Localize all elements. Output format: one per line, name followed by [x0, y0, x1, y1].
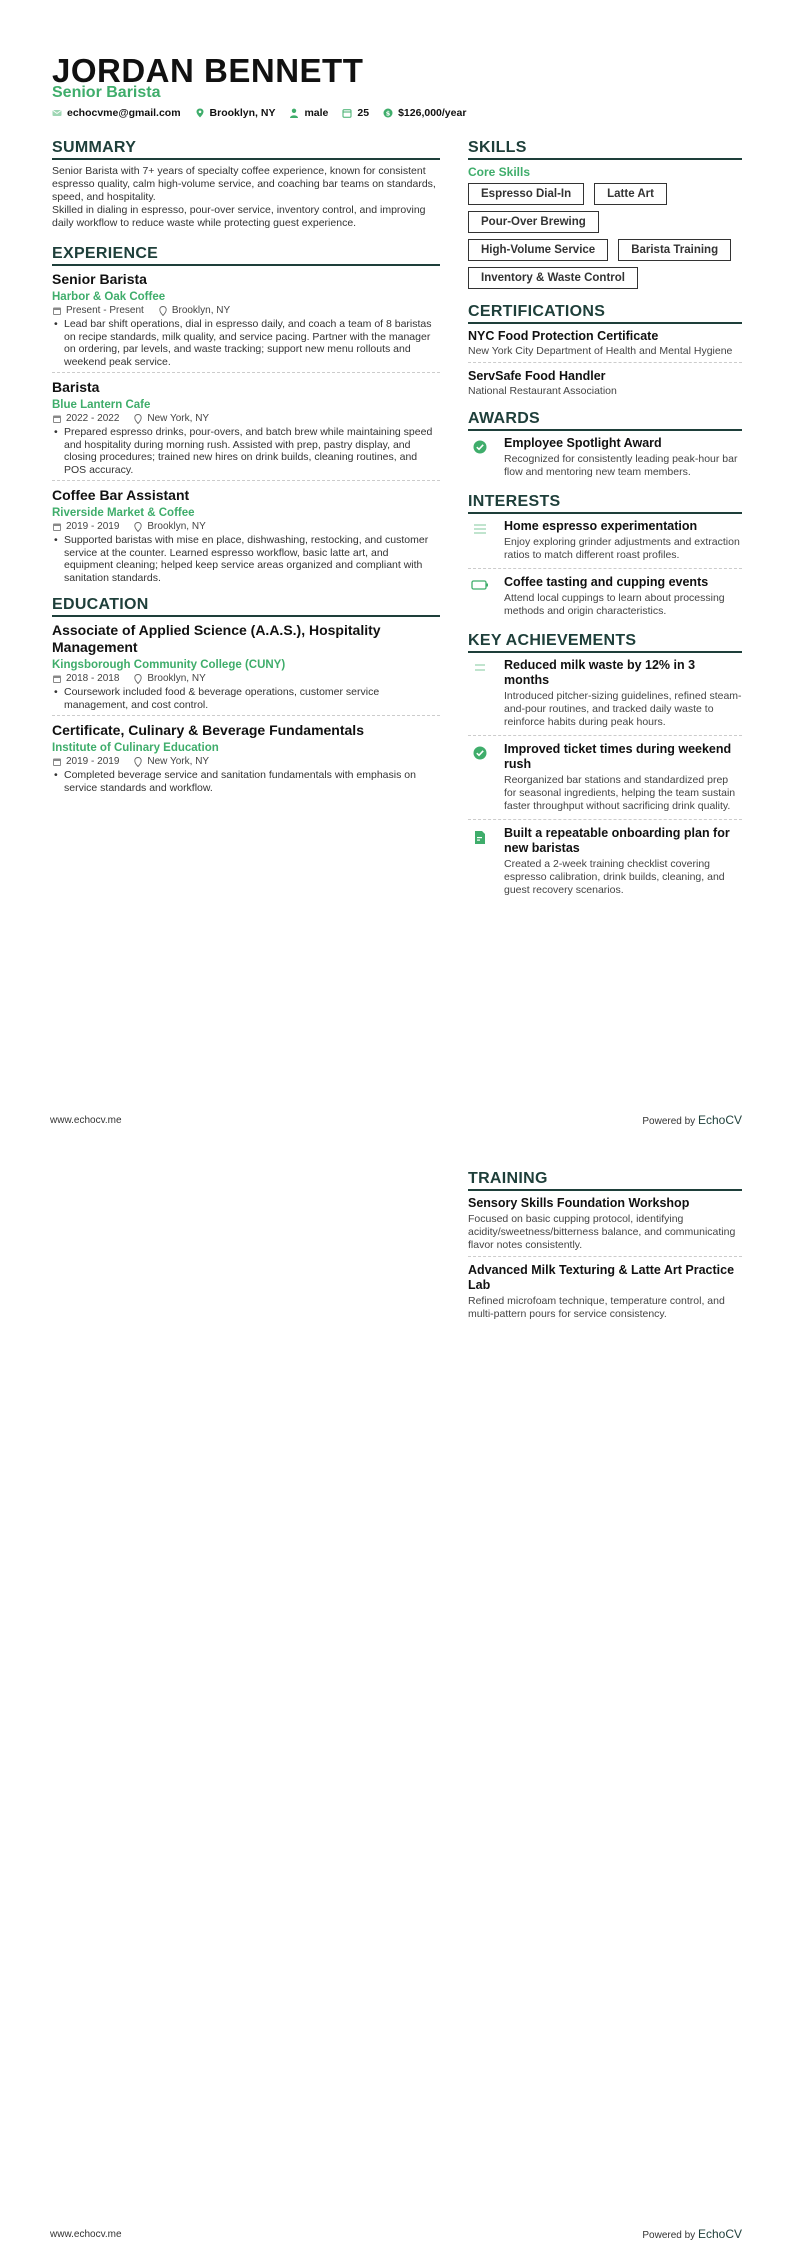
training-description: Focused on basic cupping protocol, identifying acidity/sweetness/bitterness balance, and communicating flavor notes consistently. [468, 1213, 736, 1251]
calendar-icon [342, 108, 352, 118]
footer-website[interactable]: www.echocv.me [50, 2229, 122, 2240]
left-column [52, 139, 440, 804]
document-icon [474, 830, 486, 845]
training-description: Refined microfoam technique, temperature control, and multi-pattern pours for service consistency. [468, 1295, 725, 1320]
experience-section [52, 245, 440, 588]
certifications-section [468, 303, 742, 402]
interest-entry [468, 575, 742, 624]
right-column [468, 1170, 742, 1331]
award-entry [468, 436, 742, 485]
job-location: Brooklyn, NY [147, 521, 206, 532]
interest-name: Coffee tasting and cupping events [504, 575, 709, 589]
interest-description: Attend local cuppings to learn about processing methods and origin characteristics. [504, 592, 725, 617]
achievement-name: Reduced milk waste by 12% in 3 months [504, 658, 696, 687]
location-pin-icon [133, 757, 143, 767]
education-meta [52, 673, 440, 684]
skill-tag: Barista Training [618, 239, 731, 261]
svg-text:$: $ [385, 109, 391, 118]
job-bullet: • Lead bar shift operations, dial in espresso daily, and coach a team of 8 baristas on recipe standards, milk quality, and service pacing. Partner with the manager on ordering, par levels, and waste tracking; support new menu rollouts and weekend peak service. [52, 318, 440, 368]
job-dates: 2022 - 2022 [66, 413, 120, 424]
interest-name: Home espresso experimentation [504, 519, 698, 533]
skill-tags [468, 183, 742, 289]
achievement-entry [468, 658, 742, 736]
certification-name: NYC Food Protection Certificate [468, 329, 659, 343]
skill-tag: Inventory & Waste Control [468, 267, 638, 289]
location-pin-icon [133, 522, 143, 532]
candidate-title: Senior Barista [52, 84, 161, 101]
education-entry [52, 722, 440, 798]
job-meta [52, 305, 440, 316]
interest-entry [468, 519, 742, 569]
achievement-entry [468, 826, 742, 903]
training-entry [468, 1263, 742, 1325]
location-pin-icon [133, 414, 143, 424]
job-title: Barista [52, 379, 100, 395]
contact-location [195, 107, 276, 119]
contact-bar [52, 107, 466, 119]
interests-heading: INTERESTS [468, 493, 742, 514]
menu-lines-icon [473, 523, 487, 535]
education-location: Brooklyn, NY [147, 673, 206, 684]
summary-paragraph: Skilled in dialing in espresso, pour-over service, inventory control, and improving daily workflow to reduce waste while protecting guest experience. [52, 204, 426, 229]
achievement-description: Reorganized bar stations and standardized prep for seasonal ingredients, helping the team sustain faster throughput without sacrificing drink quality. [504, 774, 736, 812]
summary-paragraph: Senior Barista with 7+ years of specialty coffee experience, known for consistent espresso quality, calm high-volume service, and coaching bar teams on standards, speed, and hospitality. [52, 165, 436, 203]
certification-name: ServSafe Food Handler [468, 369, 606, 383]
contact-location-text: Brooklyn, NY [209, 107, 276, 119]
employer: Blue Lantern Cafe [52, 399, 151, 411]
check-circle-icon [473, 746, 487, 760]
calendar-icon [52, 306, 62, 316]
award-name: Employee Spotlight Award [504, 436, 662, 450]
training-entry [468, 1196, 742, 1257]
education-bullet: • Coursework included food & beverage operations, customer service management, and cost control. [52, 686, 440, 711]
training-name: Advanced Milk Texturing & Latte Art Practice Lab [468, 1263, 735, 1292]
achievement-name: Improved ticket times during weekend rush [504, 742, 732, 771]
brand-name: EchoCV [697, 2227, 742, 2241]
contact-salary-text: $126,000/year [398, 107, 467, 119]
skills-subheading: Core Skills [468, 165, 531, 179]
skill-tag: Espresso Dial-In [468, 183, 584, 205]
calendar-icon [52, 414, 62, 424]
achievement-description: Created a 2-week training checklist covering espresso calibration, drink builds, cleaning, and guest recovery scenarios. [504, 858, 725, 896]
education-entry [52, 622, 440, 716]
contact-gender [289, 107, 328, 119]
school: Institute of Culinary Education [52, 742, 219, 754]
summary-heading: SUMMARY [52, 139, 440, 160]
certification-entry [468, 369, 742, 402]
contact-salary [383, 107, 466, 119]
battery-icon [471, 579, 489, 591]
employer: Harbor & Oak Coffee [52, 291, 166, 303]
education-meta [52, 756, 440, 767]
award-description: Recognized for consistently leading peak-hour bar flow and mentoring new team members. [504, 453, 738, 478]
candidate-name: JORDAN BENNETT [52, 52, 364, 89]
experience-entry [52, 379, 440, 481]
resume-page-2 [0, 1123, 794, 2246]
footer-powered-by [642, 2227, 742, 2241]
education-bullet: • Completed beverage service and sanitation fundamentals with emphasis on service standards and workflow. [52, 769, 440, 794]
skills-heading: SKILLS [468, 139, 742, 160]
achievement-name: Built a repeatable onboarding plan for new baristas [504, 826, 730, 855]
contact-gender-text: male [304, 107, 329, 119]
footer-website[interactable]: www.echocv.me [50, 1115, 122, 1126]
job-location: New York, NY [147, 413, 210, 424]
certifications-heading: CERTIFICATIONS [468, 303, 742, 324]
job-bullet: • Supported baristas with mise en place, dishwashing, restocking, and customer service at the counter. Learned espresso workflow, basic latte art, and equipment cleaning; helped keep service areas organized and compliant with sanitation standards. [52, 534, 440, 584]
awards-section [468, 410, 742, 485]
skill-tag: Latte Art [594, 183, 667, 205]
money-icon [383, 108, 393, 118]
job-meta [52, 413, 440, 424]
achievements-section [468, 632, 742, 903]
training-name: Sensory Skills Foundation Workshop [468, 1196, 690, 1210]
job-title: Senior Barista [52, 271, 147, 287]
certification-issuer: New York City Department of Health and Mental Hygiene [468, 345, 733, 357]
calendar-icon [52, 522, 62, 532]
degree: Certificate, Culinary & Beverage Fundamentals [52, 722, 364, 738]
contact-email[interactable] [52, 107, 181, 119]
job-location: Brooklyn, NY [171, 305, 231, 316]
skills-section [468, 139, 742, 289]
education-dates: 2019 - 2019 [66, 756, 120, 767]
calendar-icon [52, 757, 62, 767]
job-dates: Present - Present [66, 305, 144, 316]
email-icon [52, 108, 62, 118]
contact-age [342, 107, 369, 119]
achievement-entry [468, 742, 742, 820]
contact-age-text: 25 [357, 107, 370, 119]
interests-section [468, 493, 742, 624]
powered-by-label: Powered by [642, 1116, 696, 1127]
job-dates: 2019 - 2019 [66, 521, 120, 532]
experience-entry [52, 271, 440, 373]
location-pin-icon [195, 108, 205, 118]
location-pin-icon [158, 306, 168, 316]
job-title: Coffee Bar Assistant [52, 487, 190, 503]
right-column [468, 139, 742, 909]
location-pin-icon [133, 674, 143, 684]
check-circle-icon [473, 440, 487, 454]
employer: Riverside Market & Coffee [52, 507, 195, 519]
certification-entry [468, 329, 742, 363]
skill-tag: Pour-Over Brewing [468, 211, 599, 233]
education-location: New York, NY [147, 756, 210, 767]
powered-by-label: Powered by [642, 2230, 696, 2241]
contact-email-text: echocvme@gmail.com [67, 107, 181, 119]
person-icon [289, 108, 299, 118]
education-heading: EDUCATION [52, 596, 440, 617]
achievement-description: Introduced pitcher-sizing guidelines, refined steam-and-pour routines, and tracked daily waste to reinforce habits during peak hours. [504, 690, 742, 728]
skill-tag: High-Volume Service [468, 239, 608, 261]
certification-issuer: National Restaurant Association [468, 385, 617, 397]
education-dates: 2018 - 2018 [66, 673, 120, 684]
job-meta [52, 521, 440, 532]
achievements-heading: KEY ACHIEVEMENTS [468, 632, 742, 653]
dash-lines-icon [473, 662, 487, 674]
calendar-icon [52, 674, 62, 684]
interest-description: Enjoy exploring grinder adjustments and extraction ratios to match different roast profiles. [504, 536, 740, 561]
training-heading: TRAINING [468, 1170, 742, 1191]
school: Kingsborough Community College (CUNY) [52, 659, 286, 671]
experience-heading: EXPERIENCE [52, 245, 440, 266]
job-bullet: • Prepared espresso drinks, pour-overs, and batch brew while maintaining speed and hospitality during morning rush. Assisted with prep, pastry display, and closing procedures; trained new hires on drink builds, cleaning routines, and POS accuracy. [52, 426, 440, 476]
education-section [52, 596, 440, 798]
brand-name: EchoCV [697, 1113, 742, 1127]
awards-heading: AWARDS [468, 410, 742, 431]
degree: Associate of Applied Science (A.A.S.), Hospitality Management [52, 622, 381, 655]
experience-entry [52, 487, 440, 588]
training-section [468, 1170, 742, 1325]
summary-section [52, 139, 440, 230]
